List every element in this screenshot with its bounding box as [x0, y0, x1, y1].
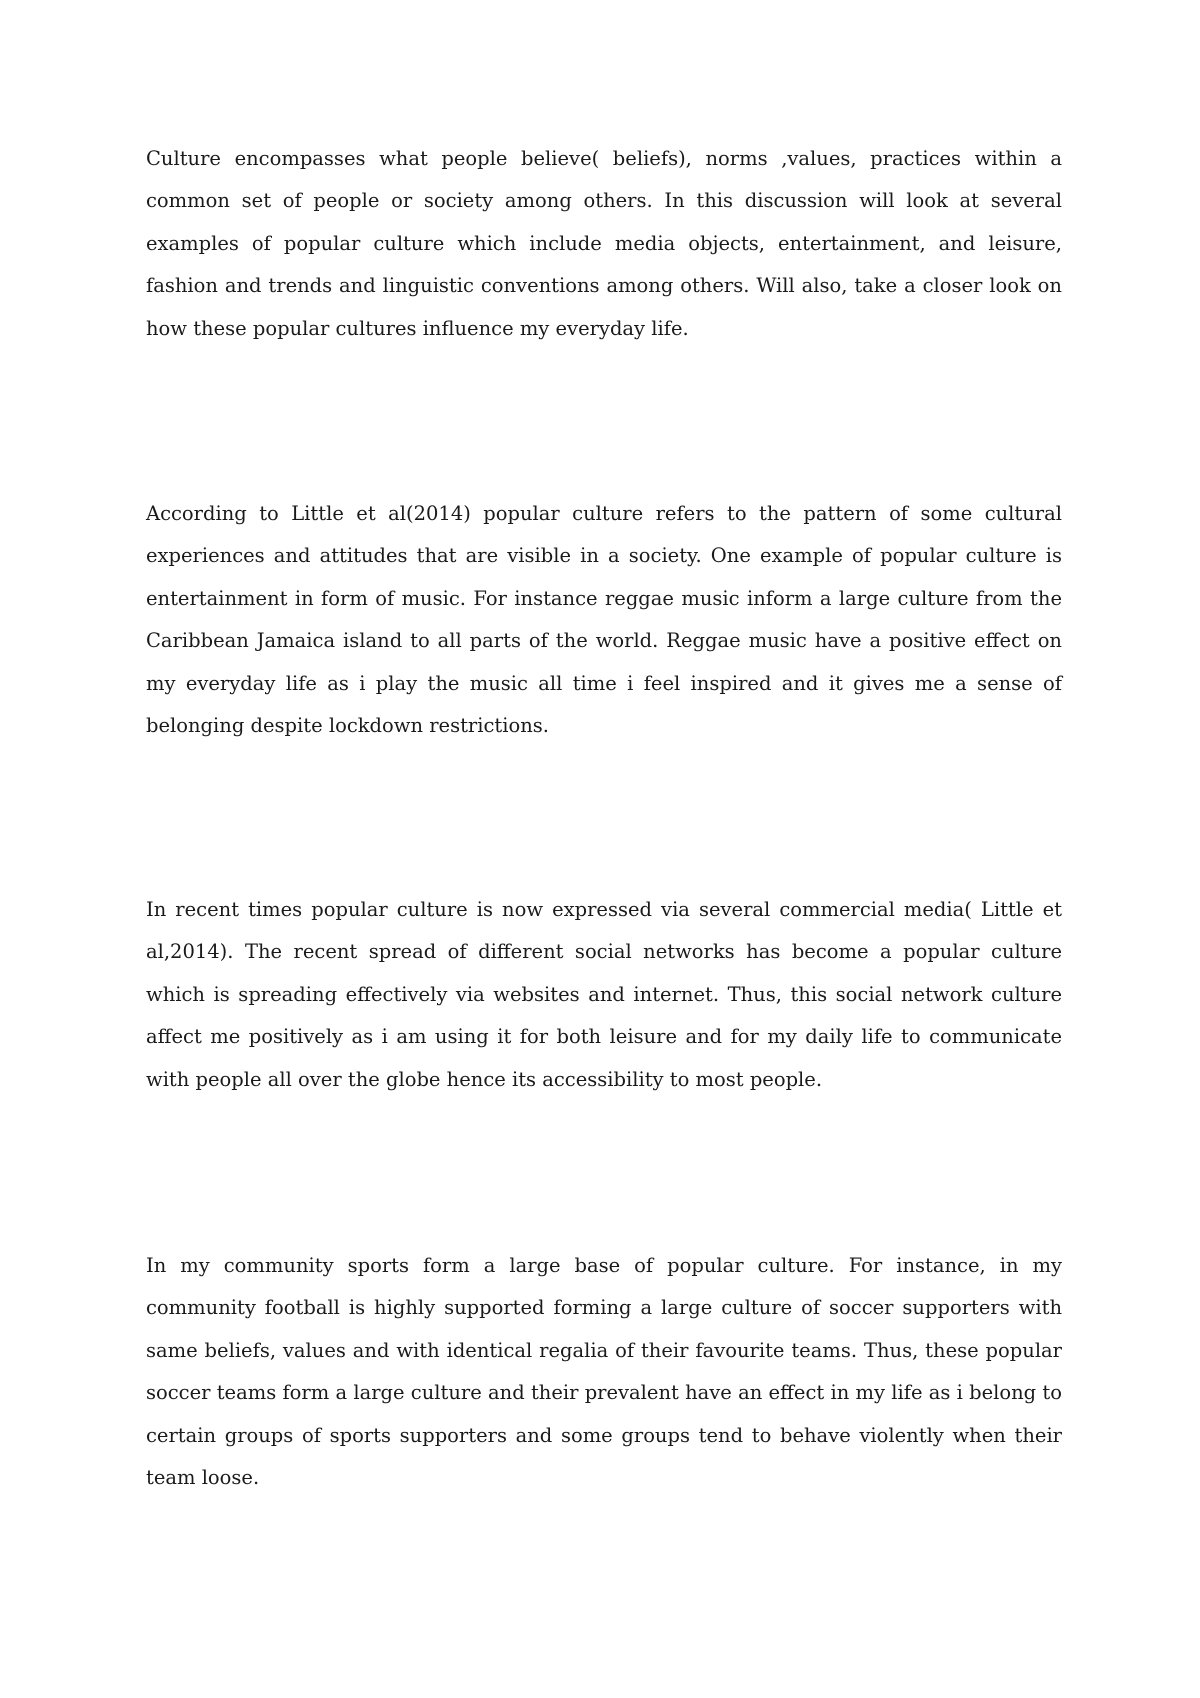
paragraph-social-networks: In recent times popular culture is now expressed via several commercial media( Little et al,2014). The recent spread of different social networks has become a popular culture which is spreading effectively via websites and internet. Thus, this social network culture affect me positively as i am using it for both leisure and for my daily life to communicate with people all over the globe hence its accessibility to most people. [146, 898, 1062, 1091]
paragraph-culture-definition: Culture encompasses what people believe( beliefs), norms ,values, practices within a common set of people or society among others. In this discussion will look at several examples of popular culture which include media objects, entertainment, and leisure, fashion and trends and linguistic conventions among others. Will also, take a closer look on how these popular cultures influence my everyday life. [146, 147, 1062, 340]
paragraph-sports-community: In my community sports form a large base of popular culture. For instance, in my community football is highly supported forming a large culture of soccer supporters with same beliefs, values and with identical regalia of their favourite teams. Thus, these popular soccer teams form a large culture and their prevalent have an effect in my life as i belong to certain groups of sports supporters and some groups tend to behave violently when their team loose. [146, 1254, 1062, 1490]
paragraph-music-example: According to Little et al(2014) popular culture refers to the pattern of some cultural experiences and attitudes that are visible in a society. One example of popular culture is entertainment in form of music. For instance reggae music inform a large culture from the Caribbean Jamaica island to all parts of the world. Reggae music have a positive effect on my everyday life as i play the music all time i feel inspired and it gives me a sense of belonging despite lockdown restrictions. [146, 502, 1062, 738]
